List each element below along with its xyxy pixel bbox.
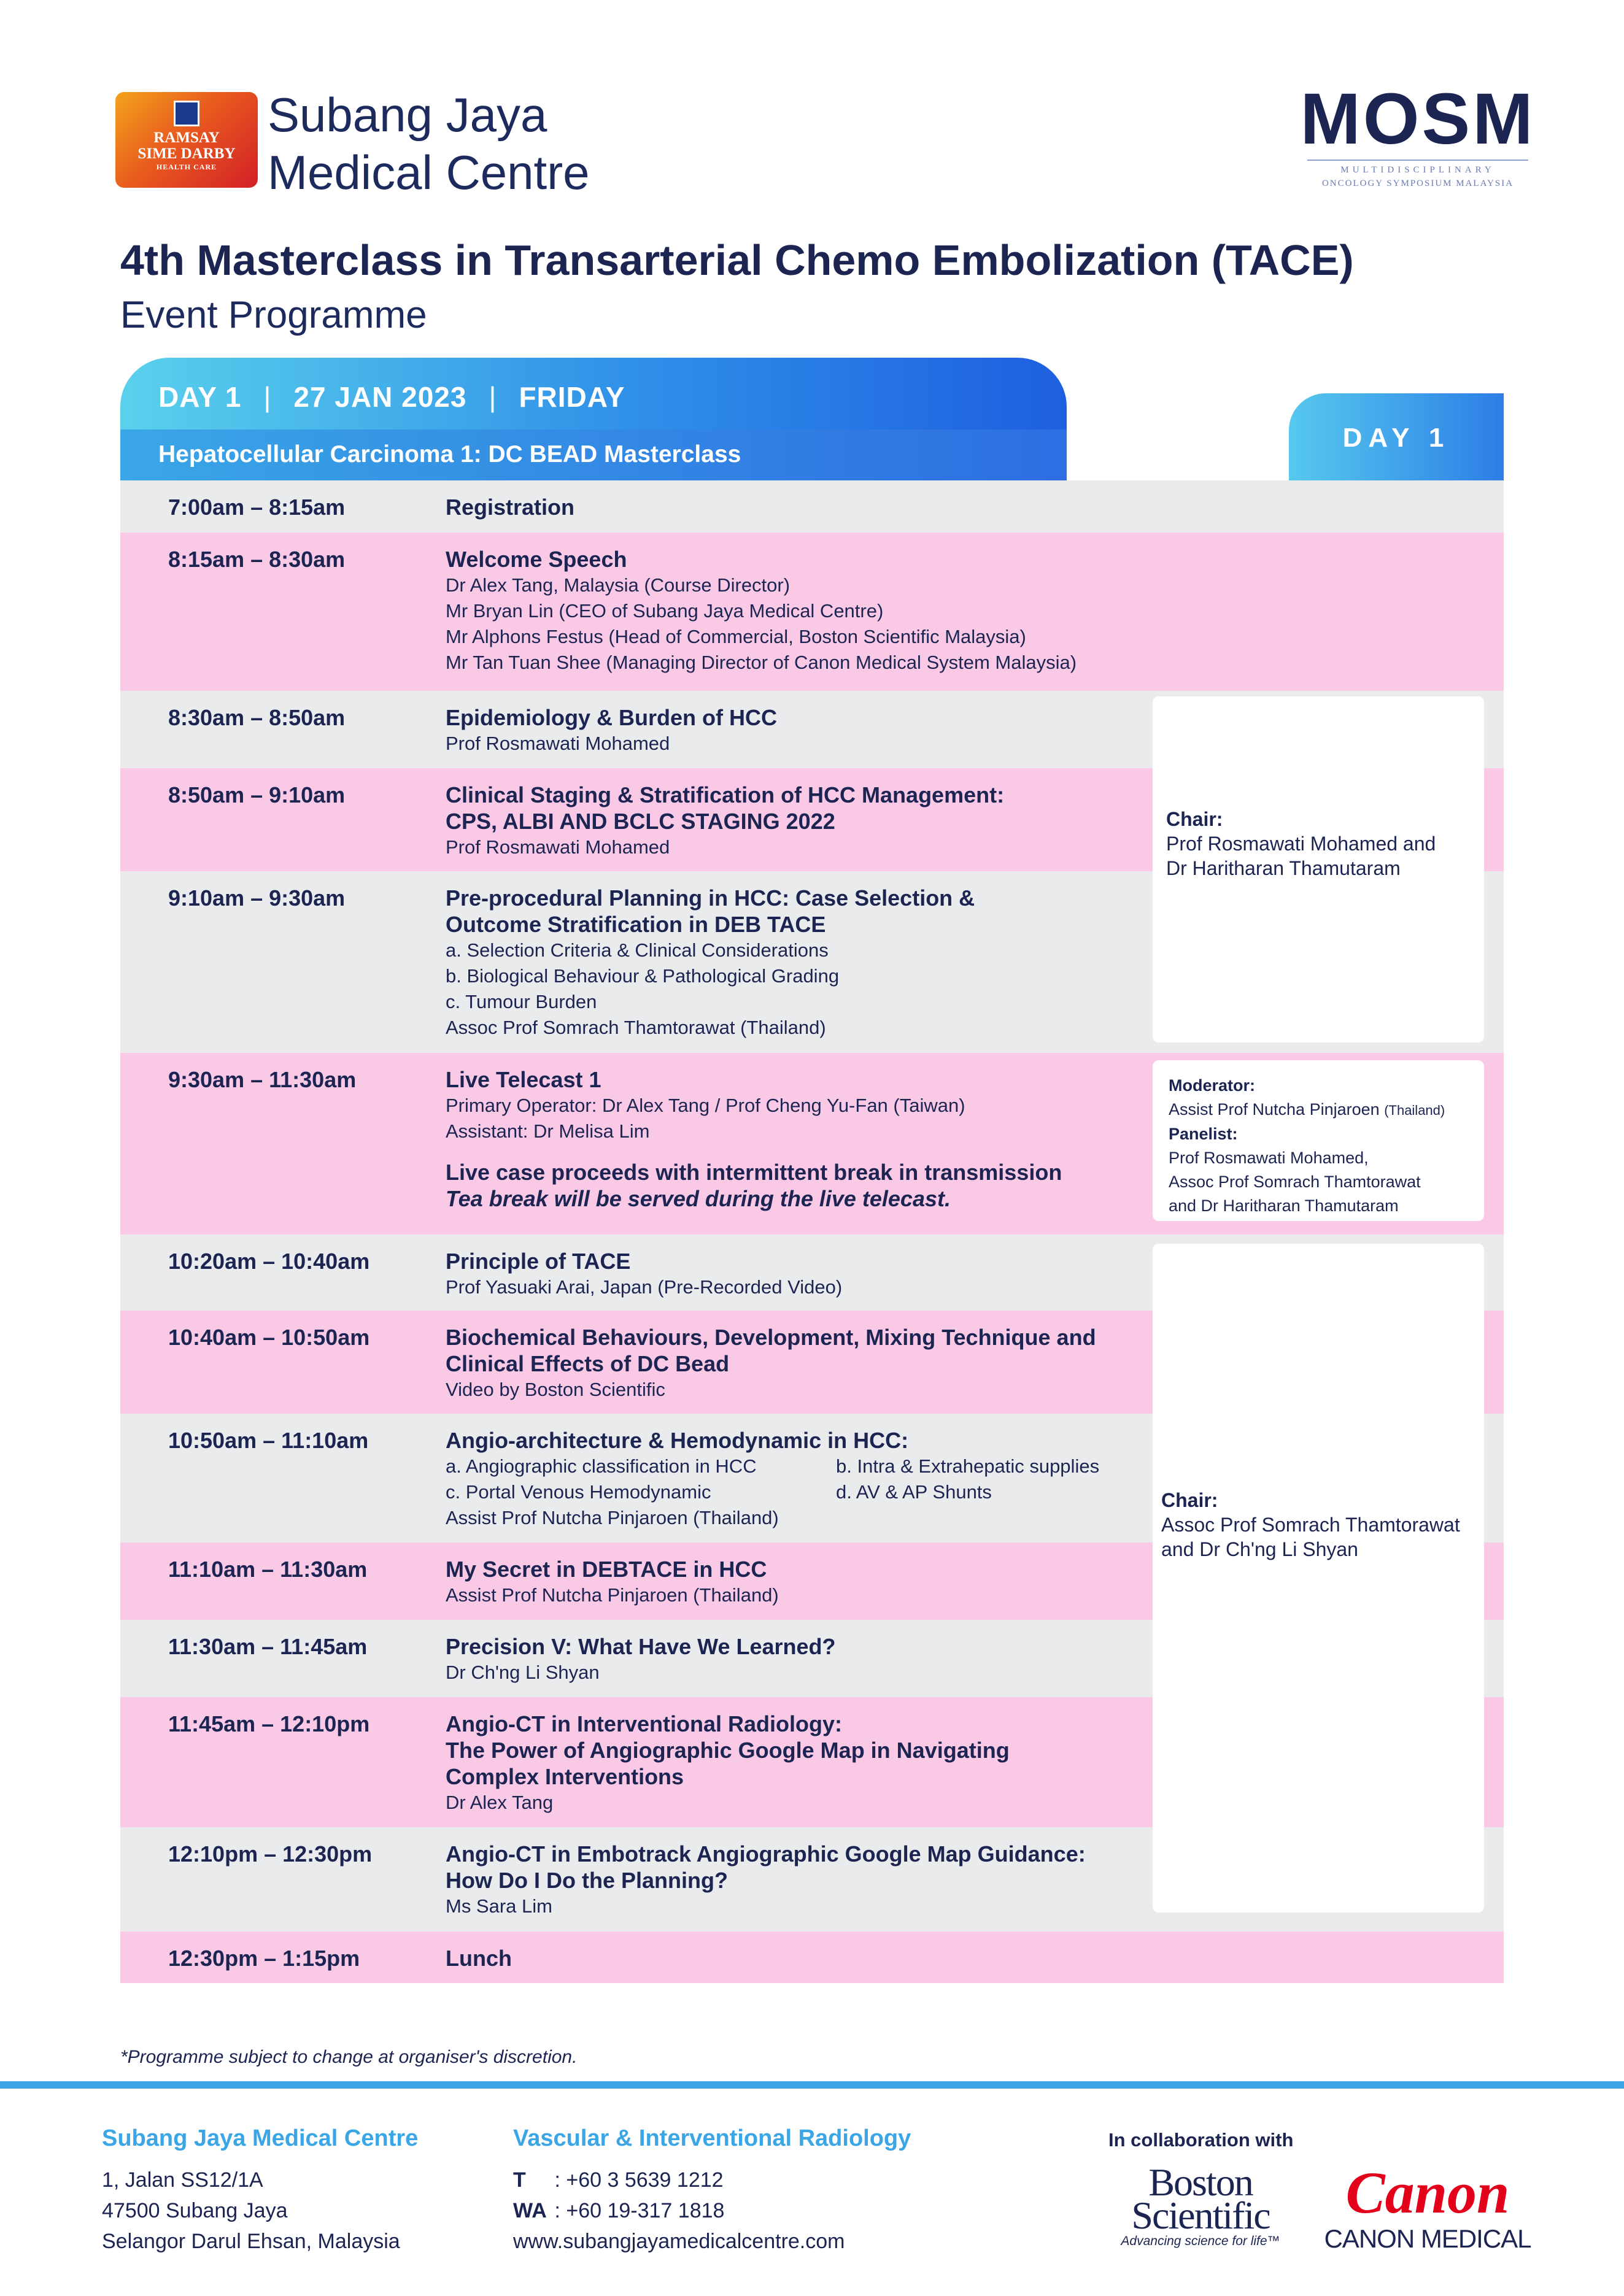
page-subtitle: Event Programme <box>120 294 427 336</box>
day-header-line <box>158 376 625 418</box>
panelist-label: Panelist: <box>1169 1125 1238 1143</box>
day-weekday: FRIDAY <box>519 381 625 413</box>
address-line: Selangor Darul Ehsan, Malaysia <box>102 2230 400 2253</box>
topic-item: d. AV & AP Shunts <box>836 1481 992 1503</box>
collaboration-label: In collaboration with <box>1108 2129 1294 2151</box>
session-title-line2: How Do I Do the Planning? <box>446 1868 728 1893</box>
session-content <box>446 1556 1262 1608</box>
session-time: 11:30am – 11:45am <box>168 1634 368 1659</box>
speaker-line: Video by Boston Scientific <box>446 1379 665 1400</box>
footer-hospital-heading: Subang Jaya Medical Centre <box>102 2125 419 2151</box>
mosm-logo-sub1: MULTIDISCIPLINARY <box>1307 160 1528 177</box>
session-content <box>446 885 1262 1041</box>
session-title: Welcome Speech <box>446 547 627 572</box>
session-time: 12:30pm – 1:15pm <box>168 1946 360 1971</box>
session-content <box>446 1841 1262 1919</box>
chair-box-2 <box>1153 1244 1484 1913</box>
speaker-line: Dr Ch'ng Li Shyan <box>446 1662 600 1683</box>
address-line: 47500 Subang Jaya <box>102 2199 288 2222</box>
speaker-line: Mr Bryan Lin (CEO of Subang Jaya Medical Centre) <box>446 600 884 622</box>
speaker-line: Assist Prof Nutcha Pinjaroen (Thailand) <box>446 1584 779 1606</box>
topic-item: c. Portal Venous Hemodynamic <box>446 1481 711 1503</box>
day-separator-1: | <box>263 381 272 413</box>
day-separator-2: | <box>489 381 497 413</box>
session-title-line2: Clinical Effects of DC Bead <box>446 1351 730 1376</box>
phone-label: T <box>513 2168 526 2192</box>
mosm-logo-word: MOSM <box>1300 79 1536 160</box>
boston-scientific-logo <box>1108 2160 1293 2251</box>
session-content <box>446 1324 1262 1403</box>
session-title-line3: Complex Interventions <box>446 1764 684 1789</box>
session-time: 7:00am – 8:15am <box>168 495 346 520</box>
chair-line: Prof Rosmawati Mohamed and <box>1166 833 1436 855</box>
session-time: 10:20am – 10:40am <box>168 1249 370 1274</box>
session-content <box>446 494 1262 520</box>
session-title-line2: CPS, ALBI AND BCLC STAGING 2022 <box>446 809 835 834</box>
hospital-name-line1: Subang Jaya <box>268 88 547 142</box>
session-title: My Secret in DEBTACE in HCC <box>446 1557 767 1582</box>
panelist-line: and Dr Haritharan Thamutaram <box>1169 1196 1399 1215</box>
footer-department-heading: Vascular & Interventional Radiology <box>513 2125 911 2151</box>
ramsay-logo-line1: RAMSAY <box>153 129 220 146</box>
session-title: Precision V: What Have We Learned? <box>446 1634 836 1659</box>
session-time: 9:30am – 11:30am <box>168 1067 357 1092</box>
topic-item: a. Selection Criteria & Clinical Considerations <box>446 939 829 961</box>
whatsapp-line <box>513 2195 911 2226</box>
moderator-name-line <box>1169 1098 1471 1122</box>
session-content <box>446 1248 1262 1300</box>
day-badge-label: DAY 1 <box>1342 423 1450 453</box>
boston-logo-tagline: Advancing science for life™ <box>1121 2234 1280 2248</box>
session-time: 9:10am – 9:30am <box>168 885 346 911</box>
session-title-line2: Outcome Stratification in DEB TACE <box>446 912 826 937</box>
speaker-line: Prof Rosmawati Mohamed <box>446 836 670 858</box>
session-content <box>446 782 1262 860</box>
speaker-line: Prof Yasuaki Arai, Japan (Pre-Recorded Video) <box>446 1276 843 1298</box>
ramsay-emblem-icon <box>174 101 199 126</box>
topic-item: a. Angiographic classification in HCC <box>446 1455 757 1477</box>
panelist-line: Prof Rosmawati Mohamed, <box>1169 1149 1369 1167</box>
session-content <box>446 704 1262 757</box>
session-title: Lunch <box>446 1946 512 1971</box>
speaker-line: Assoc Prof Somrach Thamtorawat (Thailand) <box>446 1017 826 1038</box>
hospital-name-line2: Medical Centre <box>268 145 590 199</box>
whatsapp-label: WA <box>513 2199 547 2222</box>
footer-divider <box>0 2081 1624 2089</box>
chair-label: Chair: <box>1161 1489 1218 1511</box>
hospital-name <box>268 86 697 201</box>
live-case-note: Live case proceeds with intermittent break in transmission <box>446 1160 1062 1185</box>
day-date: 27 JAN 2023 <box>293 381 467 413</box>
day-label: DAY 1 <box>158 381 242 413</box>
session-title-line1: Angio-CT in Interventional Radiology: <box>446 1711 842 1736</box>
session-time: 11:10am – 11:30am <box>168 1557 368 1582</box>
speaker-line: Primary Operator: Dr Alex Tang / Prof Cheng Yu-Fan (Taiwan) <box>446 1095 965 1116</box>
chair-line: and Dr Ch'ng Li Shyan <box>1161 1538 1358 1560</box>
speaker-line: Assist Prof Nutcha Pinjaroen (Thailand) <box>446 1507 779 1528</box>
session-time: 8:30am – 8:50am <box>168 705 346 730</box>
topic-item: b. Intra & Extrahepatic supplies <box>836 1455 1100 1477</box>
session-title: Principle of TACE <box>446 1249 631 1274</box>
speaker-line: Mr Alphons Festus (Head of Commercial, Boston Scientific Malaysia) <box>446 626 1026 647</box>
session-time: 11:45am – 12:10pm <box>168 1711 370 1736</box>
footer-address <box>102 2123 418 2257</box>
phone-line <box>513 2165 911 2195</box>
ramsay-logo-line2: SIME DARBY <box>137 145 236 162</box>
speaker-line: Mr Tan Tuan Shee (Managing Director of Canon Medical System Malaysia) <box>446 652 1077 673</box>
moderator-label: Moderator: <box>1169 1076 1255 1095</box>
section-title: Hepatocellular Carcinoma 1: DC BEAD Masterclass <box>158 441 741 468</box>
website-link[interactable]: www.subangjayamedicalcentre.com <box>513 2230 845 2253</box>
panelist-line: Assoc Prof Somrach Thamtorawat <box>1169 1173 1421 1191</box>
session-title: Registration <box>446 495 575 520</box>
phone-value: : +60 3 5639 1212 <box>554 2168 724 2192</box>
tea-break-note: Tea break will be served during the live telecast. <box>446 1186 951 1211</box>
ramsay-sime-darby-logo <box>115 92 258 188</box>
mosm-logo <box>1295 79 1541 201</box>
speaker-line: Dr Alex Tang <box>446 1792 554 1813</box>
session-time: 8:15am – 8:30am <box>168 547 346 572</box>
session-content <box>446 1427 1262 1531</box>
page-title: 4th Masterclass in Transarterial Chemo Embolization (TACE) <box>120 236 1354 284</box>
session-content <box>446 1711 1262 1816</box>
schedule-row <box>120 1932 1504 1983</box>
schedule-row <box>120 480 1504 533</box>
topic-item: c. Tumour Burden <box>446 991 597 1012</box>
chair-line: Assoc Prof Somrach Thamtorawat <box>1161 1514 1460 1536</box>
topic-item: b. Biological Behaviour & Pathological Grading <box>446 965 840 987</box>
session-title: Epidemiology & Burden of HCC <box>446 705 777 730</box>
moderator-name: Assist Prof Nutcha Pinjaroen <box>1169 1100 1380 1119</box>
session-content <box>446 1633 1262 1685</box>
session-title: Angio-architecture & Hemodynamic in HCC: <box>446 1428 909 1453</box>
boston-logo-word2: Scientific <box>1131 2194 1270 2237</box>
canon-logo-word: Canon <box>1345 2160 1510 2225</box>
address-line: 1, Jalan SS12/1A <box>102 2168 263 2192</box>
moderator-box <box>1153 1060 1484 1221</box>
speaker-line: Dr Alex Tang, Malaysia (Course Director) <box>446 574 791 596</box>
topic-grid <box>446 1479 1262 1505</box>
schedule-row <box>120 533 1504 691</box>
session-title-line1: Biochemical Behaviours, Development, Mixing Technique and <box>446 1325 1096 1350</box>
speaker-line: Assistant: Dr Melisa Lim <box>446 1120 650 1142</box>
speaker-line: Ms Sara Lim <box>446 1895 552 1917</box>
disclaimer: *Programme subject to change at organiser's discretion. <box>120 2047 578 2067</box>
session-title-line1: Angio-CT in Embotrack Angiographic Google Map Guidance: <box>446 1841 1086 1866</box>
session-content <box>446 1945 1262 1971</box>
boston-logo-word1: Boston <box>1148 2160 1253 2204</box>
session-title-line1: Pre-procedural Planning in HCC: Case Selection & <box>446 885 975 911</box>
session-content <box>446 1066 1262 1212</box>
session-time: 8:50am – 9:10am <box>168 782 346 807</box>
session-time: 10:40am – 10:50am <box>168 1325 370 1350</box>
speaker-line: Prof Rosmawati Mohamed <box>446 733 670 754</box>
session-title-line2: The Power of Angiographic Google Map in Navigating <box>446 1738 1010 1763</box>
topic-grid <box>446 1454 1262 1479</box>
chair-box-1 <box>1153 696 1484 1042</box>
mosm-logo-sub2: ONCOLOGY SYMPOSIUM MALAYSIA <box>1321 179 1514 188</box>
ramsay-logo-line3: HEALTH CARE <box>156 163 217 171</box>
session-title-line1: Clinical Staging & Stratification of HCC Management: <box>446 782 1005 807</box>
session-title: Live Telecast 1 <box>446 1067 601 1092</box>
moderator-country: (Thailand) <box>1384 1103 1445 1118</box>
session-content <box>446 546 1489 676</box>
session-time: 10:50am – 11:10am <box>168 1428 369 1453</box>
session-time: 12:10pm – 12:30pm <box>168 1841 373 1866</box>
footer-contact <box>513 2123 911 2257</box>
canon-medical-text: CANON MEDICAL <box>1324 2224 1531 2253</box>
chair-line: Dr Haritharan Thamutaram <box>1166 857 1401 879</box>
canon-medical-logo <box>1317 2162 1538 2254</box>
day-badge <box>1289 393 1504 480</box>
chair-label: Chair: <box>1166 808 1223 830</box>
whatsapp-value: : +60 19-317 1818 <box>554 2199 725 2222</box>
